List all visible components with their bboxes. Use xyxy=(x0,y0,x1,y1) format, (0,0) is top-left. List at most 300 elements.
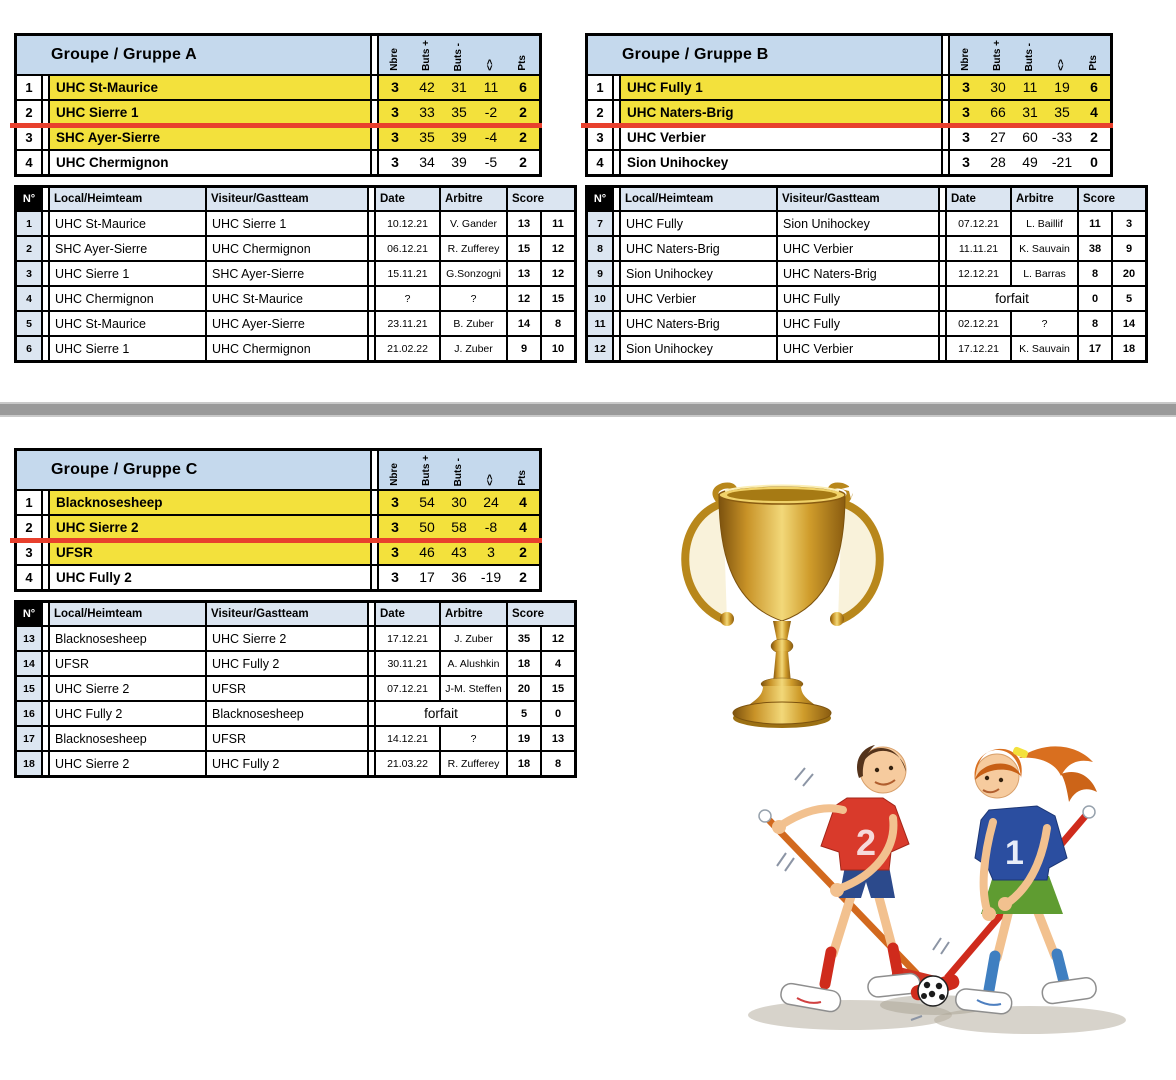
goal-diff: -33 xyxy=(1051,129,1073,145)
rank-cell: 1 xyxy=(17,76,41,99)
match-referee: R. Zufferey xyxy=(441,237,506,260)
goals-against: 39 xyxy=(451,154,467,170)
home-team: UFSR xyxy=(50,652,205,675)
match-number: 9 xyxy=(588,262,612,285)
col-header-away: Visiteur/Gastteam xyxy=(207,603,367,625)
column-spacer xyxy=(614,151,619,174)
match-number: 5 xyxy=(17,312,41,335)
home-score: 19 xyxy=(508,727,540,750)
col-header-diff xyxy=(475,451,507,489)
points: 2 xyxy=(519,104,527,120)
team-cell: UHC Verbier xyxy=(621,126,941,149)
match-referee: V. Gander xyxy=(441,212,506,235)
col-header-nbre xyxy=(379,451,411,489)
home-team: UHC Fully xyxy=(621,212,776,235)
col-header-diff xyxy=(1046,36,1078,74)
column-spacer xyxy=(369,337,374,360)
away-team: UHC Fully xyxy=(778,312,938,335)
goals-against: 60 xyxy=(1022,129,1038,145)
team-cell: UHC Fully 2 xyxy=(50,566,370,589)
match-date: 10.12.21 xyxy=(376,212,439,235)
goal-diff: -4 xyxy=(484,129,498,145)
col-header-diff xyxy=(475,36,507,74)
match-number: 16 xyxy=(17,702,41,725)
home-team: UHC Naters-Brig xyxy=(621,237,776,260)
away-team: UFSR xyxy=(207,677,367,700)
games-played: 3 xyxy=(962,129,970,145)
games-played: 3 xyxy=(962,79,970,95)
col-header-buts-plus-label: Buts + xyxy=(992,40,1003,71)
stats-row xyxy=(379,126,539,149)
stats-row xyxy=(379,76,539,99)
col-header-diff-label: <> xyxy=(485,59,496,71)
away-team: UHC Verbier xyxy=(778,337,938,360)
column-spacer xyxy=(43,677,48,700)
away-team: UFSR xyxy=(207,727,367,750)
col-header-home: Local/Heimteam xyxy=(621,188,776,210)
points: 2 xyxy=(1090,129,1098,145)
stats-row xyxy=(379,151,539,174)
games-played: 3 xyxy=(391,544,399,560)
away-team: UHC Ayer-Sierre xyxy=(207,312,367,335)
home-score: 13 xyxy=(508,212,540,235)
games-played: 3 xyxy=(962,154,970,170)
match-date: 23.11.21 xyxy=(376,312,439,335)
column-spacer xyxy=(614,262,619,285)
col-header-date: Date xyxy=(376,603,439,625)
group-a-title: Groupe / Gruppe A xyxy=(17,36,370,74)
home-score: 18 xyxy=(508,652,540,675)
floorball-kids-icon xyxy=(725,718,1145,1050)
column-spacer xyxy=(369,752,374,775)
matches-table-group-b xyxy=(585,185,1148,363)
column-spacer xyxy=(369,287,374,310)
points: 2 xyxy=(519,544,527,560)
standings-column-headers xyxy=(379,36,539,74)
goals-for: 35 xyxy=(419,129,435,145)
goals-for: 30 xyxy=(990,79,1006,95)
col-header-home: Local/Heimteam xyxy=(50,188,205,210)
column-spacer xyxy=(940,188,945,210)
games-played: 3 xyxy=(391,154,399,170)
goals-against: 43 xyxy=(451,544,467,560)
standings-table-group-a xyxy=(14,33,542,177)
column-spacer xyxy=(369,212,374,235)
points: 4 xyxy=(519,494,527,510)
home-score: 15 xyxy=(508,237,540,260)
column-spacer xyxy=(614,76,619,99)
column-spacer xyxy=(43,126,48,149)
col-header-pts xyxy=(507,451,539,489)
away-score: 20 xyxy=(1113,262,1145,285)
goals-against: 31 xyxy=(1022,104,1038,120)
match-date: 12.12.21 xyxy=(947,262,1010,285)
forfait-cell: forfait xyxy=(376,702,506,725)
goal-diff: -21 xyxy=(1051,154,1073,170)
home-score: 0 xyxy=(1079,287,1111,310)
column-spacer xyxy=(43,627,48,650)
games-played: 3 xyxy=(391,519,399,535)
column-spacer xyxy=(43,188,48,210)
column-spacer xyxy=(43,541,48,564)
col-header-nbre-label: Nbre xyxy=(960,48,971,71)
page-break-divider xyxy=(0,401,1176,419)
col-header-date: Date xyxy=(376,188,439,210)
match-date: 17.12.21 xyxy=(376,627,439,650)
column-spacer xyxy=(943,76,948,99)
match-number: 1 xyxy=(17,212,41,235)
match-number: 10 xyxy=(588,287,612,310)
trophy-icon xyxy=(655,463,910,743)
points: 6 xyxy=(1090,79,1098,95)
away-score: 4 xyxy=(542,652,574,675)
home-team: Sion Unihockey xyxy=(621,337,776,360)
goals-against: 49 xyxy=(1022,154,1038,170)
col-header-nbre-label: Nbre xyxy=(389,48,400,71)
away-team: UHC Fully 2 xyxy=(207,652,367,675)
column-spacer xyxy=(943,36,948,74)
games-played: 3 xyxy=(391,569,399,585)
column-spacer xyxy=(372,151,377,174)
column-spacer xyxy=(940,287,945,310)
goal-diff: 24 xyxy=(483,494,499,510)
match-number: 8 xyxy=(588,237,612,260)
rank-cell: 3 xyxy=(17,126,41,149)
match-number: 12 xyxy=(588,337,612,360)
stats-row xyxy=(950,76,1110,99)
goals-for: 28 xyxy=(990,154,1006,170)
home-team: UHC Verbier xyxy=(621,287,776,310)
col-header-referee: Arbitre xyxy=(1012,188,1077,210)
column-spacer xyxy=(43,727,48,750)
standings-column-headers xyxy=(379,451,539,489)
match-number: 18 xyxy=(17,752,41,775)
home-team: UHC St-Maurice xyxy=(50,312,205,335)
match-number: 15 xyxy=(17,677,41,700)
away-score: 18 xyxy=(1113,337,1145,360)
jersey-number-left: 2 xyxy=(856,822,877,863)
col-header-nbre-label: Nbre xyxy=(389,463,400,486)
column-spacer xyxy=(369,262,374,285)
col-header-buts-plus xyxy=(982,36,1014,74)
stats-row xyxy=(379,491,539,514)
away-score: 12 xyxy=(542,627,574,650)
column-spacer xyxy=(372,516,377,539)
player-right xyxy=(909,746,1097,1015)
column-spacer xyxy=(614,287,619,310)
jersey-number-right: 1 xyxy=(1005,834,1024,872)
team-cell: UHC Sierre 2 xyxy=(50,516,370,539)
match-date: 17.12.21 xyxy=(947,337,1010,360)
match-number: 4 xyxy=(17,287,41,310)
col-header-buts-plus-label: Buts + xyxy=(421,40,432,71)
match-referee: ? xyxy=(441,727,506,750)
goals-for: 50 xyxy=(419,519,435,535)
column-spacer xyxy=(372,36,377,74)
ponytail xyxy=(1019,746,1093,776)
points: 4 xyxy=(519,519,527,535)
rank-cell: 1 xyxy=(588,76,612,99)
column-spacer xyxy=(614,312,619,335)
team-cell: SHC Ayer-Sierre xyxy=(50,126,370,149)
away-score: 12 xyxy=(542,237,574,260)
col-header-referee: Arbitre xyxy=(441,188,506,210)
column-spacer xyxy=(940,237,945,260)
away-score: 15 xyxy=(542,677,574,700)
away-team: UHC Verbier xyxy=(778,237,938,260)
col-header-pts-label: Pts xyxy=(517,55,528,71)
home-score: 12 xyxy=(508,287,540,310)
trophy-stem-base xyxy=(733,621,831,728)
rank-cell: 2 xyxy=(588,101,612,124)
trophy-cup xyxy=(719,486,845,626)
column-spacer xyxy=(372,76,377,99)
goals-against: 31 xyxy=(451,79,467,95)
home-team: UHC Chermignon xyxy=(50,287,205,310)
home-score: 14 xyxy=(508,312,540,335)
column-spacer xyxy=(372,566,377,589)
away-team: UHC Naters-Brig xyxy=(778,262,938,285)
away-team: UHC Sierre 2 xyxy=(207,627,367,650)
home-team: SHC Ayer-Sierre xyxy=(50,237,205,260)
home-score: 35 xyxy=(508,627,540,650)
away-team: UHC Chermignon xyxy=(207,337,367,360)
column-spacer xyxy=(372,541,377,564)
matches-table-group-c xyxy=(14,600,577,778)
group-c-title: Groupe / Gruppe C xyxy=(17,451,370,489)
team-cell: UHC Sierre 1 xyxy=(50,101,370,124)
column-spacer xyxy=(369,237,374,260)
home-team: UHC Naters-Brig xyxy=(621,312,776,335)
goals-for: 66 xyxy=(990,104,1006,120)
away-score: 12 xyxy=(542,262,574,285)
points: 2 xyxy=(519,569,527,585)
standings-table-group-c xyxy=(14,448,542,592)
games-played: 3 xyxy=(391,104,399,120)
column-spacer xyxy=(43,702,48,725)
player-left xyxy=(759,745,944,1013)
goal-diff: -2 xyxy=(484,104,498,120)
forfait-cell: forfait xyxy=(947,287,1077,310)
match-date: 07.12.21 xyxy=(947,212,1010,235)
col-header-no: N° xyxy=(17,188,41,210)
column-spacer xyxy=(43,516,48,539)
away-team: UHC Fully xyxy=(778,287,938,310)
home-team: UHC Fully 2 xyxy=(50,702,205,725)
column-spacer xyxy=(614,337,619,360)
column-spacer xyxy=(614,212,619,235)
column-spacer xyxy=(369,627,374,650)
home-team: Sion Unihockey xyxy=(621,262,776,285)
goals-against: 35 xyxy=(451,104,467,120)
col-header-pts xyxy=(1078,36,1110,74)
col-header-diff-label: <> xyxy=(1056,59,1067,71)
column-spacer xyxy=(614,237,619,260)
col-header-buts-plus-label: Buts + xyxy=(421,455,432,486)
points: 0 xyxy=(1090,154,1098,170)
match-date: 06.12.21 xyxy=(376,237,439,260)
home-score: 20 xyxy=(508,677,540,700)
team-cell: UHC St-Maurice xyxy=(50,76,370,99)
away-score: 8 xyxy=(542,312,574,335)
column-spacer xyxy=(943,101,948,124)
standings-table-group-b xyxy=(585,33,1113,177)
column-spacer xyxy=(940,337,945,360)
col-header-pts-label: Pts xyxy=(1088,55,1099,71)
column-spacer xyxy=(372,451,377,489)
goals-against: 39 xyxy=(451,129,467,145)
home-team: UHC Sierre 1 xyxy=(50,262,205,285)
rank-cell: 3 xyxy=(588,126,612,149)
home-score: 8 xyxy=(1079,262,1111,285)
column-spacer xyxy=(372,101,377,124)
team-cell: UFSR xyxy=(50,541,370,564)
home-team: Blacknosesheep xyxy=(50,727,205,750)
column-spacer xyxy=(372,491,377,514)
column-spacer xyxy=(369,727,374,750)
away-score: 14 xyxy=(1113,312,1145,335)
away-team: Sion Unihockey xyxy=(778,212,938,235)
match-date: 21.02.22 xyxy=(376,337,439,360)
games-played: 3 xyxy=(391,129,399,145)
floorball-ball xyxy=(918,976,948,1006)
column-spacer xyxy=(43,652,48,675)
column-spacer xyxy=(943,126,948,149)
goal-diff: 19 xyxy=(1054,79,1070,95)
rank-cell: 3 xyxy=(17,541,41,564)
column-spacer xyxy=(940,312,945,335)
team-cell: UHC Naters-Brig xyxy=(621,101,941,124)
home-team: UHC Sierre 2 xyxy=(50,752,205,775)
home-score: 38 xyxy=(1079,237,1111,260)
col-header-nbre xyxy=(950,36,982,74)
column-spacer xyxy=(43,101,48,124)
column-spacer xyxy=(369,603,374,625)
match-number: 6 xyxy=(17,337,41,360)
goals-for: 17 xyxy=(419,569,435,585)
home-team: UHC St-Maurice xyxy=(50,212,205,235)
home-team: UHC Sierre 1 xyxy=(50,337,205,360)
column-spacer xyxy=(43,312,48,335)
points: 2 xyxy=(519,154,527,170)
goals-for: 34 xyxy=(419,154,435,170)
col-header-referee: Arbitre xyxy=(441,603,506,625)
goals-for: 54 xyxy=(419,494,435,510)
goal-diff: -8 xyxy=(484,519,498,535)
column-spacer xyxy=(369,702,374,725)
match-number: 14 xyxy=(17,652,41,675)
team-cell: UHC Chermignon xyxy=(50,151,370,174)
match-date: 07.12.21 xyxy=(376,677,439,700)
col-header-pts-label: Pts xyxy=(517,470,528,486)
goals-against: 36 xyxy=(451,569,467,585)
match-referee: A. Alushkin xyxy=(441,652,506,675)
group-b-title: Groupe / Gruppe B xyxy=(588,36,941,74)
away-score: 9 xyxy=(1113,237,1145,260)
column-spacer xyxy=(43,287,48,310)
away-score: 10 xyxy=(542,337,574,360)
stats-row xyxy=(379,566,539,589)
away-team: UHC St-Maurice xyxy=(207,287,367,310)
team-cell: Sion Unihockey xyxy=(621,151,941,174)
home-score: 9 xyxy=(508,337,540,360)
rank-cell: 2 xyxy=(17,101,41,124)
col-header-pts xyxy=(507,36,539,74)
col-header-home: Local/Heimteam xyxy=(50,603,205,625)
away-score: 15 xyxy=(542,287,574,310)
match-referee: ? xyxy=(1012,312,1077,335)
col-header-nbre xyxy=(379,36,411,74)
trophy-image xyxy=(655,463,910,743)
col-header-score: Score xyxy=(1079,188,1145,210)
team-cell: Blacknosesheep xyxy=(50,491,370,514)
stats-row xyxy=(950,101,1110,124)
col-header-buts-plus xyxy=(411,36,443,74)
col-header-away: Visiteur/Gastteam xyxy=(207,188,367,210)
col-header-buts-minus xyxy=(443,36,475,74)
home-score: 13 xyxy=(508,262,540,285)
col-header-buts-minus-label: Buts - xyxy=(1024,42,1035,71)
away-score: 11 xyxy=(542,212,574,235)
goals-against: 58 xyxy=(451,519,467,535)
stats-row xyxy=(950,126,1110,149)
col-header-away: Visiteur/Gastteam xyxy=(778,188,938,210)
match-referee: L. Barras xyxy=(1012,262,1077,285)
away-team: UHC Chermignon xyxy=(207,237,367,260)
match-number: 3 xyxy=(17,262,41,285)
col-header-buts-minus xyxy=(443,451,475,489)
match-number: 7 xyxy=(588,212,612,235)
column-spacer xyxy=(369,677,374,700)
games-played: 3 xyxy=(962,104,970,120)
col-header-no: N° xyxy=(588,188,612,210)
points: 6 xyxy=(519,79,527,95)
column-spacer xyxy=(43,237,48,260)
column-spacer xyxy=(369,652,374,675)
points: 2 xyxy=(519,129,527,145)
match-referee: K. Sauvain xyxy=(1012,237,1077,260)
players-image xyxy=(725,718,1145,1050)
qualification-cutoff-line xyxy=(10,123,542,128)
rank-cell: 4 xyxy=(588,151,612,174)
away-team: Blacknosesheep xyxy=(207,702,367,725)
match-referee: G.Sonzogni xyxy=(441,262,506,285)
qualification-cutoff-line xyxy=(10,538,542,543)
column-spacer xyxy=(614,188,619,210)
rank-cell: 2 xyxy=(17,516,41,539)
away-score: 0 xyxy=(542,702,574,725)
column-spacer xyxy=(943,151,948,174)
match-referee: J. Zuber xyxy=(441,627,506,650)
qualification-cutoff-line xyxy=(581,123,1113,128)
goals-for: 46 xyxy=(419,544,435,560)
home-team: UHC Sierre 2 xyxy=(50,677,205,700)
goal-diff: 35 xyxy=(1054,104,1070,120)
column-spacer xyxy=(43,566,48,589)
match-number: 2 xyxy=(17,237,41,260)
stats-row xyxy=(379,541,539,564)
match-number: 11 xyxy=(588,312,612,335)
match-referee: J. Zuber xyxy=(441,337,506,360)
goal-diff: 3 xyxy=(487,544,495,560)
home-score: 11 xyxy=(1079,212,1111,235)
home-score: 17 xyxy=(1079,337,1111,360)
column-spacer xyxy=(43,262,48,285)
column-spacer xyxy=(43,752,48,775)
match-referee: K. Sauvain xyxy=(1012,337,1077,360)
away-team: SHC Ayer-Sierre xyxy=(207,262,367,285)
col-header-no: N° xyxy=(17,603,41,625)
